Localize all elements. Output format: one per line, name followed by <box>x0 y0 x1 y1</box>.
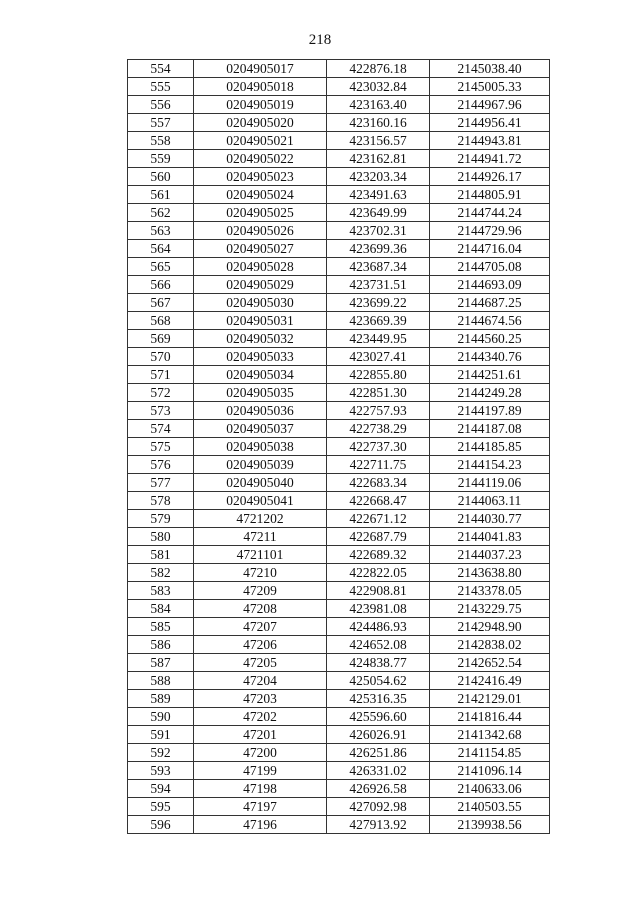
point-code-cell: 0204905039 <box>194 456 327 474</box>
x-coordinate-cell: 423669.39 <box>327 312 430 330</box>
point-code-cell: 0204905036 <box>194 402 327 420</box>
y-coordinate-cell: 2139938.56 <box>430 816 550 834</box>
point-number-cell: 587 <box>128 654 194 672</box>
table-row <box>128 222 550 240</box>
x-coordinate-cell: 422757.93 <box>327 402 430 420</box>
x-coordinate-cell: 422687.79 <box>327 528 430 546</box>
y-coordinate-cell: 2144185.85 <box>430 438 550 456</box>
table-row <box>128 798 550 816</box>
x-coordinate-cell: 423203.34 <box>327 168 430 186</box>
point-number-cell: 565 <box>128 258 194 276</box>
point-code-cell: 0204905021 <box>194 132 327 150</box>
y-coordinate-cell: 2144693.09 <box>430 276 550 294</box>
table-row <box>128 456 550 474</box>
point-number-cell: 595 <box>128 798 194 816</box>
point-number-cell: 556 <box>128 96 194 114</box>
point-code-cell: 47207 <box>194 618 327 636</box>
table-row <box>128 780 550 798</box>
x-coordinate-cell: 423163.40 <box>327 96 430 114</box>
x-coordinate-cell: 423162.81 <box>327 150 430 168</box>
x-coordinate-cell: 422908.81 <box>327 582 430 600</box>
point-number-cell: 576 <box>128 456 194 474</box>
y-coordinate-cell: 2144030.77 <box>430 510 550 528</box>
point-number-cell: 560 <box>128 168 194 186</box>
y-coordinate-cell: 2141816.44 <box>430 708 550 726</box>
point-code-cell: 0204905040 <box>194 474 327 492</box>
y-coordinate-cell: 2144187.08 <box>430 420 550 438</box>
table-row <box>128 402 550 420</box>
x-coordinate-cell: 422855.80 <box>327 366 430 384</box>
point-code-cell: 0204905028 <box>194 258 327 276</box>
table-row <box>128 366 550 384</box>
table-row <box>128 60 550 78</box>
table-row <box>128 312 550 330</box>
table-row <box>128 348 550 366</box>
x-coordinate-cell: 423699.36 <box>327 240 430 258</box>
point-number-cell: 571 <box>128 366 194 384</box>
point-number-cell: 563 <box>128 222 194 240</box>
x-coordinate-cell: 427092.98 <box>327 798 430 816</box>
point-code-cell: 47197 <box>194 798 327 816</box>
x-coordinate-cell: 423699.22 <box>327 294 430 312</box>
point-number-cell: 566 <box>128 276 194 294</box>
point-code-cell: 0204905026 <box>194 222 327 240</box>
point-code-cell: 47199 <box>194 762 327 780</box>
table-row <box>128 78 550 96</box>
point-number-cell: 591 <box>128 726 194 744</box>
x-coordinate-cell: 425054.62 <box>327 672 430 690</box>
table-row <box>128 420 550 438</box>
x-coordinate-cell: 423160.16 <box>327 114 430 132</box>
point-number-cell: 558 <box>128 132 194 150</box>
x-coordinate-cell: 423981.08 <box>327 600 430 618</box>
point-code-cell: 4721202 <box>194 510 327 528</box>
point-code-cell: 0204905041 <box>194 492 327 510</box>
point-code-cell: 0204905033 <box>194 348 327 366</box>
y-coordinate-cell: 2144251.61 <box>430 366 550 384</box>
table-row <box>128 492 550 510</box>
table-row <box>128 384 550 402</box>
x-coordinate-cell: 423702.31 <box>327 222 430 240</box>
x-coordinate-cell: 423687.34 <box>327 258 430 276</box>
point-number-cell: 555 <box>128 78 194 96</box>
y-coordinate-cell: 2144705.08 <box>430 258 550 276</box>
point-code-cell: 0204905029 <box>194 276 327 294</box>
point-number-cell: 554 <box>128 60 194 78</box>
point-code-cell: 0204905035 <box>194 384 327 402</box>
table-row <box>128 672 550 690</box>
table-row <box>128 150 550 168</box>
point-number-cell: 596 <box>128 816 194 834</box>
point-number-cell: 590 <box>128 708 194 726</box>
x-coordinate-cell: 422851.30 <box>327 384 430 402</box>
table-row <box>128 330 550 348</box>
y-coordinate-cell: 2144041.83 <box>430 528 550 546</box>
point-code-cell: 47202 <box>194 708 327 726</box>
page-number: 218 <box>308 32 332 48</box>
point-number-cell: 559 <box>128 150 194 168</box>
y-coordinate-cell: 2144744.24 <box>430 204 550 222</box>
point-code-cell: 47208 <box>194 600 327 618</box>
y-coordinate-cell: 2142652.54 <box>430 654 550 672</box>
point-code-cell: 47201 <box>194 726 327 744</box>
point-code-cell: 0204905017 <box>194 60 327 78</box>
point-number-cell: 572 <box>128 384 194 402</box>
y-coordinate-cell: 2142838.02 <box>430 636 550 654</box>
table-row <box>128 96 550 114</box>
y-coordinate-cell: 2144687.25 <box>430 294 550 312</box>
point-code-cell: 47198 <box>194 780 327 798</box>
point-code-cell: 0204905018 <box>194 78 327 96</box>
point-code-cell: 47203 <box>194 690 327 708</box>
y-coordinate-cell: 2144926.17 <box>430 168 550 186</box>
x-coordinate-cell: 424486.93 <box>327 618 430 636</box>
point-code-cell: 47196 <box>194 816 327 834</box>
table-row <box>128 564 550 582</box>
y-coordinate-cell: 2142948.90 <box>430 618 550 636</box>
y-coordinate-cell: 2144197.89 <box>430 402 550 420</box>
point-code-cell: 47209 <box>194 582 327 600</box>
table-row <box>128 600 550 618</box>
point-number-cell: 564 <box>128 240 194 258</box>
point-code-cell: 0204905032 <box>194 330 327 348</box>
table-row <box>128 240 550 258</box>
table-row <box>128 438 550 456</box>
point-code-cell: 0204905034 <box>194 366 327 384</box>
x-coordinate-cell: 422822.05 <box>327 564 430 582</box>
y-coordinate-cell: 2144340.76 <box>430 348 550 366</box>
y-coordinate-cell: 2141342.68 <box>430 726 550 744</box>
coordinates-table <box>127 59 550 834</box>
point-number-cell: 578 <box>128 492 194 510</box>
point-number-cell: 575 <box>128 438 194 456</box>
x-coordinate-cell: 422671.12 <box>327 510 430 528</box>
x-coordinate-cell: 423032.84 <box>327 78 430 96</box>
x-coordinate-cell: 424652.08 <box>327 636 430 654</box>
point-number-cell: 567 <box>128 294 194 312</box>
point-number-cell: 583 <box>128 582 194 600</box>
y-coordinate-cell: 2143378.05 <box>430 582 550 600</box>
point-number-cell: 592 <box>128 744 194 762</box>
point-number-cell: 562 <box>128 204 194 222</box>
x-coordinate-cell: 426331.02 <box>327 762 430 780</box>
x-coordinate-cell: 423491.63 <box>327 186 430 204</box>
point-number-cell: 588 <box>128 672 194 690</box>
x-coordinate-cell: 424838.77 <box>327 654 430 672</box>
table-row <box>128 690 550 708</box>
y-coordinate-cell: 2145038.40 <box>430 60 550 78</box>
y-coordinate-cell: 2144154.23 <box>430 456 550 474</box>
x-coordinate-cell: 422711.75 <box>327 456 430 474</box>
table-row <box>128 546 550 564</box>
point-number-cell: 573 <box>128 402 194 420</box>
point-code-cell: 0204905030 <box>194 294 327 312</box>
y-coordinate-cell: 2143229.75 <box>430 600 550 618</box>
y-coordinate-cell: 2144805.91 <box>430 186 550 204</box>
y-coordinate-cell: 2144119.06 <box>430 474 550 492</box>
point-code-cell: 47200 <box>194 744 327 762</box>
x-coordinate-cell: 422683.34 <box>327 474 430 492</box>
point-number-cell: 582 <box>128 564 194 582</box>
table-row <box>128 816 550 834</box>
x-coordinate-cell: 426251.86 <box>327 744 430 762</box>
x-coordinate-cell: 422738.29 <box>327 420 430 438</box>
y-coordinate-cell: 2144674.56 <box>430 312 550 330</box>
point-number-cell: 568 <box>128 312 194 330</box>
point-number-cell: 570 <box>128 348 194 366</box>
point-code-cell: 0204905020 <box>194 114 327 132</box>
point-number-cell: 579 <box>128 510 194 528</box>
y-coordinate-cell: 2144729.96 <box>430 222 550 240</box>
point-number-cell: 589 <box>128 690 194 708</box>
table-row <box>128 708 550 726</box>
y-coordinate-cell: 2141154.85 <box>430 744 550 762</box>
point-number-cell: 586 <box>128 636 194 654</box>
y-coordinate-cell: 2140503.55 <box>430 798 550 816</box>
x-coordinate-cell: 427913.92 <box>327 816 430 834</box>
point-code-cell: 0204905031 <box>194 312 327 330</box>
y-coordinate-cell: 2143638.80 <box>430 564 550 582</box>
x-coordinate-cell: 423649.99 <box>327 204 430 222</box>
point-code-cell: 0204905025 <box>194 204 327 222</box>
point-number-cell: 557 <box>128 114 194 132</box>
point-number-cell: 594 <box>128 780 194 798</box>
y-coordinate-cell: 2140633.06 <box>430 780 550 798</box>
point-code-cell: 0204905024 <box>194 186 327 204</box>
point-number-cell: 580 <box>128 528 194 546</box>
x-coordinate-cell: 422876.18 <box>327 60 430 78</box>
x-coordinate-cell: 423027.41 <box>327 348 430 366</box>
y-coordinate-cell: 2144967.96 <box>430 96 550 114</box>
x-coordinate-cell: 422668.47 <box>327 492 430 510</box>
table-row <box>128 654 550 672</box>
point-code-cell: 47204 <box>194 672 327 690</box>
point-number-cell: 569 <box>128 330 194 348</box>
x-coordinate-cell: 426026.91 <box>327 726 430 744</box>
y-coordinate-cell: 2144249.28 <box>430 384 550 402</box>
point-number-cell: 574 <box>128 420 194 438</box>
point-code-cell: 0204905037 <box>194 420 327 438</box>
x-coordinate-cell: 422737.30 <box>327 438 430 456</box>
table-row <box>128 186 550 204</box>
x-coordinate-cell: 422689.32 <box>327 546 430 564</box>
y-coordinate-cell: 2144716.04 <box>430 240 550 258</box>
point-number-cell: 584 <box>128 600 194 618</box>
y-coordinate-cell: 2144941.72 <box>430 150 550 168</box>
y-coordinate-cell: 2145005.33 <box>430 78 550 96</box>
point-code-cell: 0204905027 <box>194 240 327 258</box>
point-code-cell: 0204905022 <box>194 150 327 168</box>
point-number-cell: 561 <box>128 186 194 204</box>
point-code-cell: 47206 <box>194 636 327 654</box>
y-coordinate-cell: 2141096.14 <box>430 762 550 780</box>
point-code-cell: 4721101 <box>194 546 327 564</box>
point-number-cell: 593 <box>128 762 194 780</box>
table-row <box>128 744 550 762</box>
coordinates-table-body <box>128 60 550 834</box>
x-coordinate-cell: 426926.58 <box>327 780 430 798</box>
x-coordinate-cell: 423449.95 <box>327 330 430 348</box>
table-row <box>128 762 550 780</box>
point-code-cell: 0204905038 <box>194 438 327 456</box>
table-row <box>128 474 550 492</box>
table-row <box>128 618 550 636</box>
y-coordinate-cell: 2142416.49 <box>430 672 550 690</box>
table-row <box>128 132 550 150</box>
point-number-cell: 577 <box>128 474 194 492</box>
x-coordinate-cell: 425316.35 <box>327 690 430 708</box>
point-code-cell: 0204905019 <box>194 96 327 114</box>
y-coordinate-cell: 2144063.11 <box>430 492 550 510</box>
table-row <box>128 726 550 744</box>
table-row <box>128 276 550 294</box>
table-row <box>128 114 550 132</box>
table-row <box>128 636 550 654</box>
point-number-cell: 581 <box>128 546 194 564</box>
x-coordinate-cell: 423156.57 <box>327 132 430 150</box>
table-row <box>128 168 550 186</box>
point-code-cell: 47205 <box>194 654 327 672</box>
x-coordinate-cell: 425596.60 <box>327 708 430 726</box>
point-code-cell: 47210 <box>194 564 327 582</box>
point-code-cell: 0204905023 <box>194 168 327 186</box>
y-coordinate-cell: 2144037.23 <box>430 546 550 564</box>
table-row <box>128 258 550 276</box>
y-coordinate-cell: 2144943.81 <box>430 132 550 150</box>
y-coordinate-cell: 2144956.41 <box>430 114 550 132</box>
table-row <box>128 510 550 528</box>
table-row <box>128 582 550 600</box>
table-row <box>128 204 550 222</box>
table-row <box>128 294 550 312</box>
point-code-cell: 47211 <box>194 528 327 546</box>
x-coordinate-cell: 423731.51 <box>327 276 430 294</box>
point-number-cell: 585 <box>128 618 194 636</box>
y-coordinate-cell: 2142129.01 <box>430 690 550 708</box>
table-row <box>128 528 550 546</box>
y-coordinate-cell: 2144560.25 <box>430 330 550 348</box>
